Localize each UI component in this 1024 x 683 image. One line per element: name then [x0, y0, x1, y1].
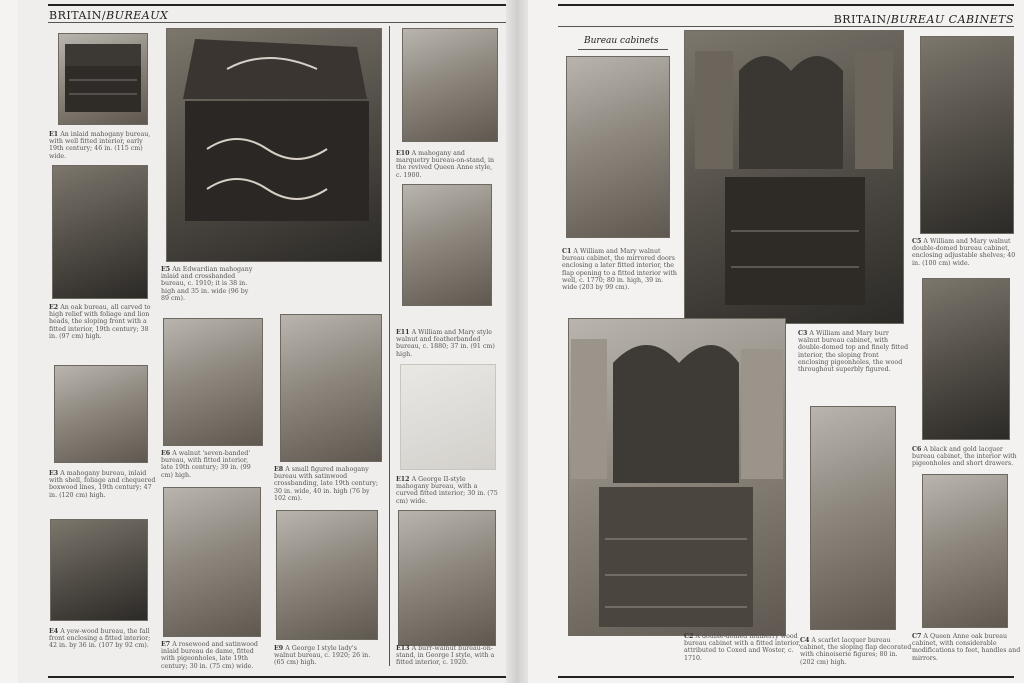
- caption-e4: E4 A yew-wood bureau, the fall front enclosing a fitted interior; 42 in. by 36 in. (107 by 92 cm).: [49, 628, 151, 650]
- caption-e9: E9 A George I style lady's walnut bureau, c. 1920; 26 in. (65 cm) high.: [274, 645, 371, 667]
- caption-e7: E7 A rosewood and satinwood inlaid bureau de dame, fitted with pigeonholes, late 19th century; 30 in. (75 cm) wide.: [161, 641, 258, 670]
- caption-e5: E5 An Edwardian mahogany inlaid and crossbanded bureau, c. 1910; it is 38 in. high and 35 in. wide (96 by 89 cm).: [161, 266, 253, 302]
- caption-c5: C5 A William and Mary walnut double-domed bureau cabinet, enclosing adjustable shelves; 40 in. (100 cm) wide.: [912, 238, 1016, 267]
- caption-e12: E12 A George II-style mahogany bureau, with a curved fitted interior; 30 in. (75 cm) wide.: [396, 476, 498, 505]
- photo-c1: [566, 56, 670, 238]
- photo-c6: [922, 278, 1010, 440]
- photo-e9: [276, 510, 378, 640]
- left-page: [18, 0, 512, 683]
- bureau-illustration: [59, 34, 147, 124]
- photo-c7: [922, 474, 1008, 628]
- top-rule: [558, 4, 1014, 6]
- caption-e11: E11 A William and Mary style walnut and featherbanded bureau, c. 1880; 37 in. (91 cm) high.: [396, 329, 495, 358]
- section-label: Bureau cabinets: [584, 36, 659, 46]
- caption-c7: C7 A Queen Anne oak bureau cabinet, with considerable modifications to feet, handles and mirrors.: [912, 633, 1021, 662]
- caption-e8: E8 A small figured mahogany bureau with satinwood crossbanding, late 19th century; 30 in. wide, 40 in. high (76 by 102 cm).: [274, 466, 378, 502]
- top-rule: [48, 4, 512, 6]
- section-underline: [578, 49, 668, 50]
- photo-c2: [568, 318, 786, 636]
- photo-e10: [402, 28, 498, 142]
- photo-c3: [684, 30, 904, 324]
- running-head: BRITAIN/BUREAU CABINETS: [833, 13, 1014, 26]
- caption-e13: E13 A burr-walnut bureau-on-stand, in George I style, with a fitted interior, c. 1920.: [396, 645, 495, 667]
- bottom-rule: [48, 676, 512, 678]
- photo-e8: [280, 314, 382, 462]
- caption-e10: E10 A mahogany and marquetry bureau-on-stand, in the revived Queen Anne style, c. 1900.: [396, 150, 495, 179]
- caption-c1: C1 A William and Mary walnut bureau cabinet, the mirrored doors enclosing a later fitted interior, the flap opening to a fitted interior with well, c. 1770; 80 in. high, 39 in. wide (203 by 99 cm).: [562, 248, 677, 292]
- photo-e6: [163, 318, 263, 446]
- caption-c3: C3 A William and Mary burr walnut bureau cabinet, with double-domed top and finely fitted interior, the sloping front enclosing pigeonholes, the wood throughout superbly figured.: [798, 330, 909, 374]
- bureau-cabinet-illustration: [685, 31, 903, 323]
- right-page: [528, 0, 1024, 683]
- photo-e4: [50, 519, 148, 621]
- column-divider: [389, 26, 390, 666]
- bottom-rule: [558, 676, 1014, 678]
- head-rule: [48, 22, 512, 23]
- photo-e3: [54, 365, 148, 463]
- caption-e1: E1 An inlaid mahogany bureau, with well fitted interior, early 19th century; 46 in. (115 cm) wide.: [49, 131, 151, 160]
- photo-e5: [166, 28, 382, 262]
- caption-e2: E2 An oak bureau, all carved to high relief with foliage and lion heads, the sloping front with a fitted interior, 19th century; 38 in. (97 cm) high.: [49, 304, 151, 340]
- caption-c6: C6 A black and gold lacquer bureau cabinet, the interior with pigeonholes and short drawers.: [912, 446, 1017, 468]
- photo-c4: [810, 406, 896, 630]
- photo-c5: [920, 36, 1014, 234]
- caption-c2: C2 A double-domed mulberry wood bureau cabinet with a fitted interior, attributed to Coxed and Woster, c. 1710.: [684, 633, 801, 662]
- caption-e6: E6 A walnut 'seven-banded' bureau, with fitted interior, late 19th century; 39 in. (99 cm) high.: [161, 450, 251, 479]
- running-head: BRITAIN/BUREAUX: [49, 9, 169, 22]
- photo-e13: [398, 510, 496, 646]
- head-rule: [558, 26, 1014, 27]
- photo-e7: [163, 487, 261, 637]
- photo-e12: [400, 364, 496, 470]
- photo-e1: [58, 33, 148, 125]
- inlaid-bureau-illustration: [167, 29, 381, 261]
- photo-e2: [52, 165, 148, 299]
- photo-e11: [402, 184, 492, 306]
- caption-e3: E3 A mahogany bureau, inlaid with shell, foliage and chequered boxwood lines, 19th century; 47 in. (120 cm) high.: [49, 470, 156, 499]
- caption-c4: C4 A scarlet lacquer bureau cabinet, the sloping flap decorated with chinoiserie figures; 80 in. (202 cm) high.: [800, 637, 912, 666]
- double-domed-cabinet-illustration: [569, 319, 785, 635]
